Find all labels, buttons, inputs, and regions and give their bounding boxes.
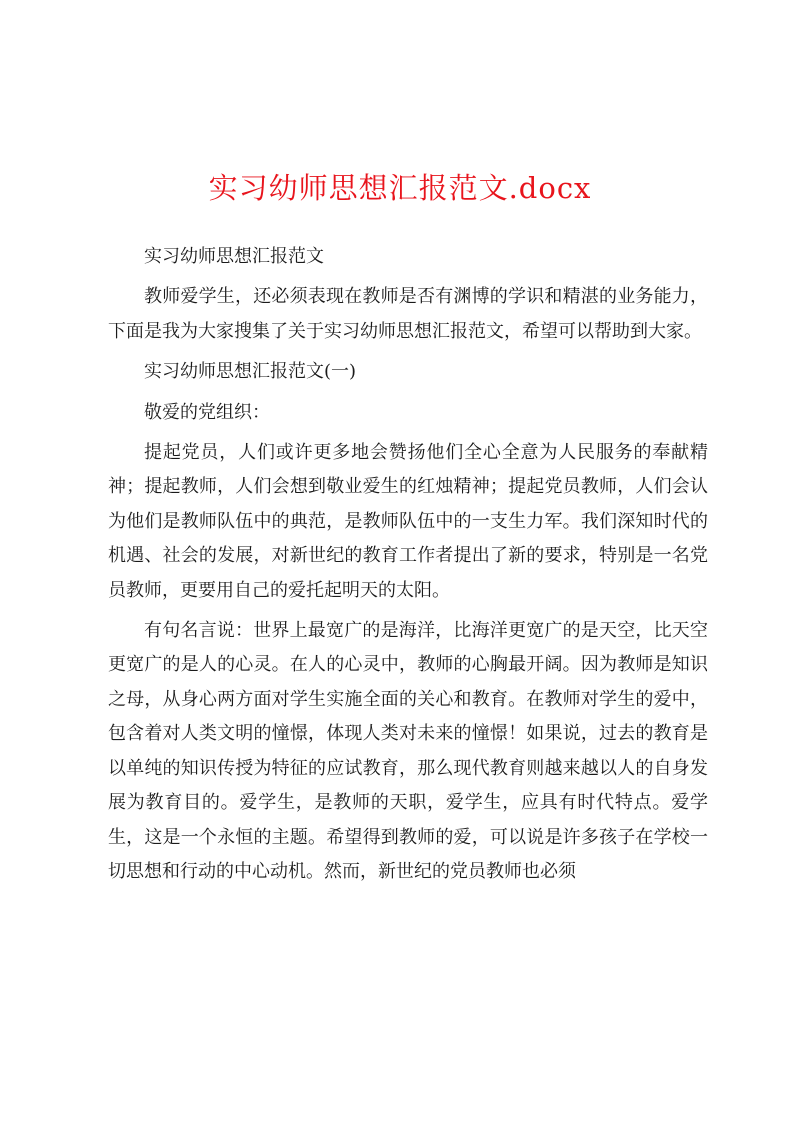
- document-body: [108, 240, 708, 895]
- paragraph: 实习幼师思想汇报范文(一): [144, 361, 357, 383]
- paragraph: 有句名言说：世界上最宽广的是海洋，比海洋更宽广的是天空，比天空更宽广的是人的心灵。在人的心灵中，教师的心胸最开阔。因为教师是知识之母，从身心两方面对学生实施全面的关心和教育。在教师对学生的爱中，包含着对人类文明的憧憬，体现人类对未来的憧憬！如果说，过去的教育是以单纯的知识传授为特征的应试教育，那么现代教育则越来越以人的自身发展为教育目的。爱学生，是教师的天职，爱学生，应具有时代特点。爱学生，这是一个永恒的主题。希望得到教师的爱，可以说是许多孩子在学校一切思想和行动的中心动机。然而，新世纪的党员教师也必须: [108, 620, 708, 882]
- paragraph: 提起党员，人们或许更多地会赞扬他们全心全意为人民服务的奉献精神；提起教师，人们会想到敬业爱生的红烛精神；提起党员教师，人们会认为他们是教师队伍中的典范，是教师队伍中的一支生力军。我们深知时代的机遇、社会的发展，对新世纪的教育工作者提出了新的要求，特别是一名党员教师，更要用自己的爱托起明天的太阳。: [108, 442, 708, 601]
- paragraph: 实习幼师思想汇报范文: [144, 246, 324, 267]
- paragraph: 敬爱的党组织：: [144, 401, 270, 423]
- document-title: 实习幼师思想汇报范文.docx: [208, 171, 592, 205]
- paragraph: 教师爱学生，还必须表现在教师是否有渊博的学识和精湛的业务能力，下面是我为大家搜集了关于实习幼师思想汇报范文，希望可以帮助到大家。: [108, 286, 708, 342]
